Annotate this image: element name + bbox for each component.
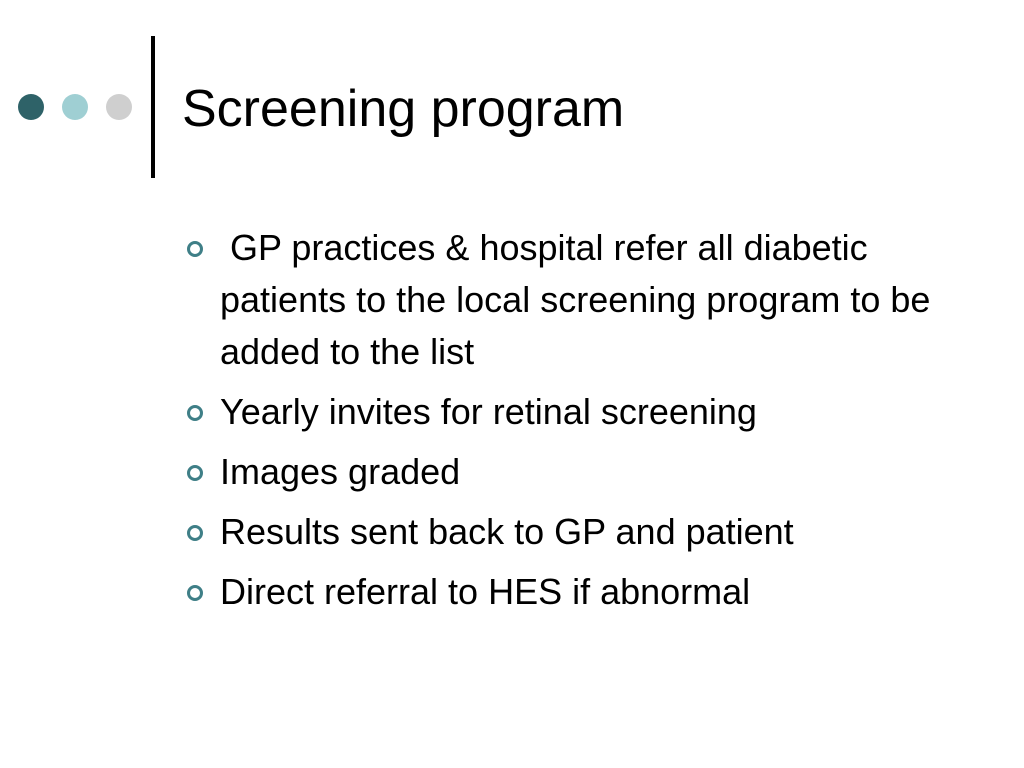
title-divider-line — [151, 36, 155, 178]
bullet-item — [182, 222, 972, 378]
bullet-circle-icon — [187, 465, 203, 481]
bullet-item — [182, 506, 972, 558]
title-dots-decoration — [18, 94, 150, 120]
slide-title: Screening program — [182, 80, 625, 138]
bullet-text: Images graded — [220, 451, 461, 492]
dot-gray — [106, 94, 132, 120]
bullet-circle-icon — [187, 405, 203, 421]
bullet-circle-icon — [187, 585, 203, 601]
bullet-item — [182, 386, 972, 438]
dot-light-teal — [62, 94, 88, 120]
bullet-text: Yearly invites for retinal screening — [220, 391, 757, 432]
bullet-text: Direct referral to HES if abnormal — [220, 571, 751, 612]
bullet-item — [182, 446, 972, 498]
bullet-text: Results sent back to GP and patient — [220, 511, 794, 552]
bullet-text: GP practices & hospital refer all diabetic patients to the local screening program to be added to the list — [220, 227, 941, 372]
bullet-circle-icon — [187, 525, 203, 541]
bullet-list — [182, 222, 972, 626]
bullet-item — [182, 566, 972, 618]
dot-dark-teal — [18, 94, 44, 120]
bullet-circle-icon — [187, 241, 203, 257]
